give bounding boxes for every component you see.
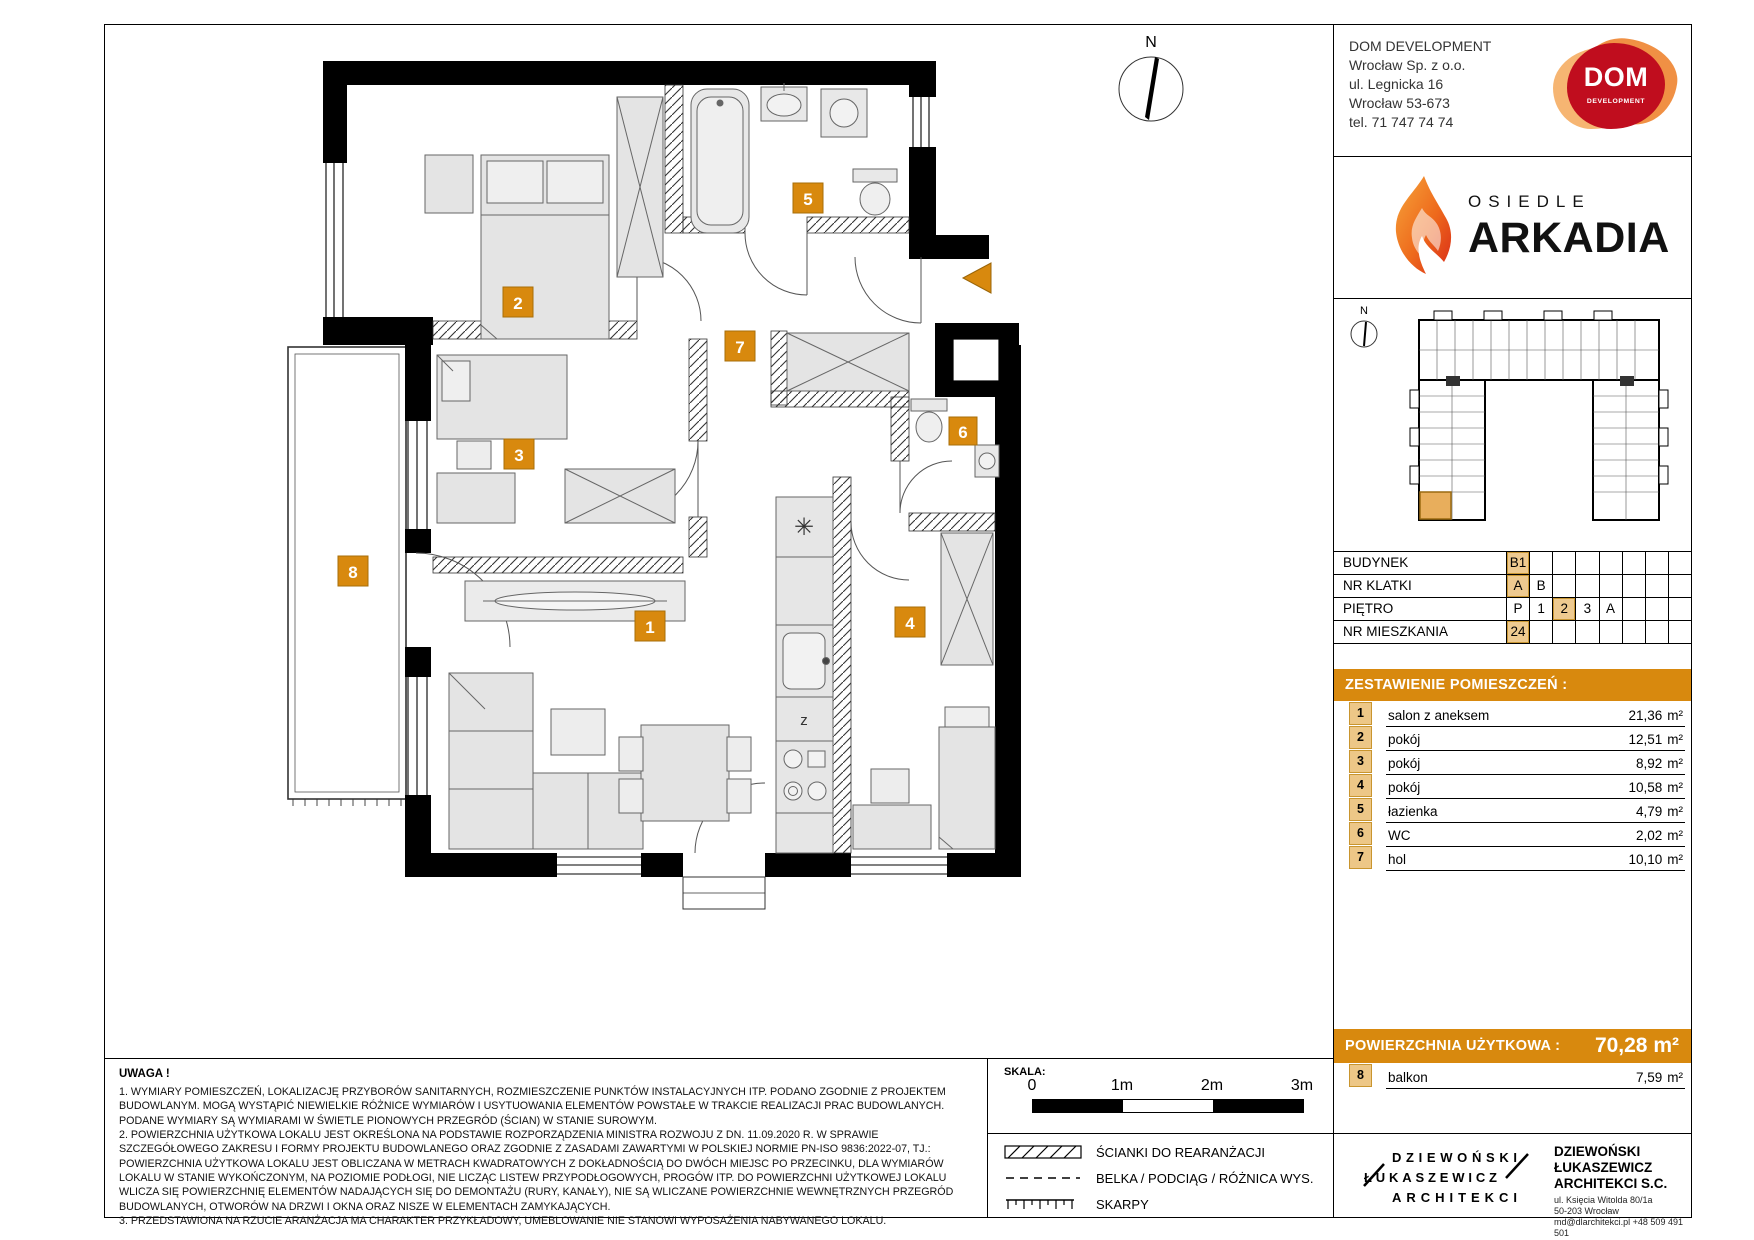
entrance-arrow [963, 263, 991, 293]
svg-text:ARCHITEKCI: ARCHITEKCI [1392, 1190, 1520, 1205]
rooms-list [1334, 701, 1691, 869]
project-logo-section [1334, 156, 1691, 299]
room-row: 2 pokój 12,51 m² [1334, 725, 1691, 749]
scale-label: SKALA: [1004, 1066, 1046, 1078]
svg-text:DZIEWOŃSKI: DZIEWOŃSKI [1392, 1150, 1520, 1165]
svg-text:2: 2 [513, 294, 523, 313]
room-badge-4 [895, 607, 925, 637]
room-row: 7 hol 10,10 m² [1334, 845, 1691, 869]
svg-text:7: 7 [735, 338, 745, 357]
notes-section [105, 1058, 987, 1227]
svg-text:ŁUKASZEWICZ: ŁUKASZEWICZ [1364, 1170, 1500, 1185]
room-row: 5 łazienka 4,79 m² [1334, 797, 1691, 821]
info-panel [1333, 25, 1691, 1238]
project-prefix: OSIEDLE [1468, 192, 1591, 211]
room-badge-1 [635, 611, 665, 641]
pietro-current: 2 [1552, 598, 1575, 620]
unit-info-table [1334, 551, 1691, 644]
svg-text:3: 3 [514, 446, 524, 465]
total-area-bar: POWIERZCHNIA UŻYTKOWA : 70,28 m² [1334, 1029, 1691, 1063]
balcony-door-sill [683, 877, 765, 909]
notes-title: UWAGA ! [119, 1068, 170, 1080]
svg-text:8: 8 [348, 563, 358, 582]
shaft [953, 339, 999, 381]
dashed-line-symbol [1004, 1170, 1082, 1186]
table-row-budynek: BUDYNEK B1 [1334, 551, 1691, 575]
note-2: 2. POWIERZCHNIA UŻYTKOWA LOKALU JEST OKREŚLONA NA PODSTAWIE ROZPORZĄDZENIA MINISTRA ROZWOJU Z DN. 11.09.2020 R. W SPRAWIE SZCZEGÓŁOWEGO ZAKRESU I FORMY PROJEKTU BUDOWLANEGO ORAZ ZGODNIE Z ZASADAMI ZAWARTYMI W POLSKIEJ NORMIE PN-ISO 9836:2022-07, TJ.: POWIERZCHNIA UŻYTKOWA LOKALU JEST OBLICZANA W METRACH KWADRATOWYCH Z DOKŁADNOŚCIĄ DO DWÓCH MIEJSC PO PRZECINKU, DLA WYMIARÓW LOKALU W STANIE WYKOŃCZONYM, NA POZIOMIE PODŁOGI, NIE LICZĄC LISTEW PRZYPODŁOGOWYCH, PROGÓW ITP. DO POWIERZCHNI UŻYTKOWEJ LOKALU WLICZA SIĘ POWIERZCHNIĘ ELEMENTÓW NADAJĄCYCH SIĘ DO DEMONTAŻU (RURY, KANAŁY), NIE SĄ WLICZANE POWIERZCHNIE WEWNĘTRZNYCH PRZEGRÓD BUDOWLANYCH, OTWORÓW NA DRZWI I OKNA ORAZ NISZE W ELEMENTACH ZAMYKAJĄCYCH. [119, 1128, 954, 1213]
site-plan-section [1334, 298, 1691, 551]
mieszkanie-value: 24 [1506, 621, 1529, 643]
furniture-room-3 [437, 355, 675, 523]
slope-ticks-symbol [1004, 1196, 1082, 1212]
page-frame [104, 24, 1692, 1238]
architect-contact: md@dlarchitekci.pl +48 509 491 501 [1554, 1217, 1683, 1238]
developer-section [1334, 25, 1691, 157]
table-row-mieszkanie: NR MIESZKANIA 24 [1334, 621, 1691, 644]
note-1: 1. WYMIARY POMIESZCZEŃ, LOKALIZACJĘ PRZYBORÓW SANITARNYCH, ROZMIESZCZENIE PUNKTÓW INSTALACYJNYCH ITP. PODANO ZGODNIE Z PROJEKTEM BUDOWLANYM. MOGĄ WYSTĄPIĆ NIEWIELKIE RÓŻNICE WYMIARÓW I USYTUOWANIA ELEMENTÓW POWSTAŁE W TRAKCIE REALIZACJI PRAC BUDOWLANYCH. PODANE WYMIARY SĄ WYMIARAMI W ŚWIETLE PIONOWYCH PRZEGRÓD (ŚCIAN) W STANIE SUROWYM. [119, 1086, 946, 1127]
svg-text:N: N [1145, 34, 1157, 51]
note-3: 3. PRZEDSTAWIONA NA RZUCIE ARANŻACJA MA CHARAKTER PRZYKŁADOWY, UMEBLOWANIE NIE STANOWI WYPOSAŻENIA NABYWANEGO LOKALU. [119, 1214, 887, 1227]
stair-core-a [1446, 376, 1460, 386]
total-area-value: 70,28 m² [1594, 1034, 1679, 1057]
compass [1119, 34, 1183, 121]
table-row-pietro: PIĘTRO P 1 2 3 A [1334, 598, 1691, 621]
balcony-row: 8 balkon 7,59 m² [1334, 1063, 1691, 1087]
project-name: ARKADIA [1468, 214, 1670, 262]
room-row: 6 WC 2,02 m² [1334, 821, 1691, 845]
site-compass [1351, 305, 1377, 347]
kitchen-fixtures [776, 497, 833, 853]
legend-item-walls: ŚCIANKI DO REARANŻACJI [1004, 1144, 1265, 1160]
svg-text:6: 6 [958, 423, 968, 442]
budynek-value: B1 [1506, 552, 1529, 574]
svg-text:1: 1 [645, 618, 655, 637]
logo-subtext: DEVELOPMENT [1586, 98, 1646, 105]
room-badge-7 [725, 331, 755, 361]
room-badge-3 [504, 439, 534, 469]
salon-furniture [449, 581, 751, 849]
building-key-plan [1334, 298, 1691, 551]
room-row: 4 pokój 10,58 m² [1334, 773, 1691, 797]
room-badge-8 [338, 556, 368, 586]
room-badge-5 [793, 183, 823, 213]
hol-wardrobe [787, 333, 909, 391]
legend-section [987, 1133, 1333, 1217]
dom-development-logo [1551, 33, 1679, 145]
svg-text:N: N [1360, 305, 1368, 317]
scale-bar [1032, 1099, 1304, 1113]
svg-text:5: 5 [803, 190, 813, 209]
rooms-header: ZESTAWIENIE POMIESZCZEŃ : [1334, 669, 1691, 701]
logo-text: DOM [1583, 62, 1649, 92]
highlighted-unit [1420, 492, 1451, 519]
arkadia-flame-icon [1386, 174, 1458, 278]
room-badge-6 [949, 417, 977, 445]
architect-section [1334, 1133, 1691, 1238]
balcony-row-wrap [1334, 1063, 1691, 1087]
legend-item-beam: BELKA / PODCIĄG / RÓŻNICA WYS. [1004, 1170, 1313, 1186]
room-row: 1 salon z aneksem 21,36 m² [1334, 701, 1691, 725]
svg-text:z: z [800, 712, 808, 729]
svg-text:✳: ✳ [793, 514, 815, 541]
svg-text:4: 4 [905, 614, 915, 633]
scale-section: SKALA: 0 1m 2m 3m [987, 1058, 1333, 1133]
architect-logo [1358, 1146, 1540, 1206]
table-row-klatka: NR KLATKI A B [1334, 575, 1691, 598]
furniture-room-2 [425, 97, 663, 339]
hatch-symbol [1004, 1144, 1082, 1160]
klatka-value-b: B [1529, 575, 1552, 597]
legend-item-slopes: SKARPY [1004, 1196, 1149, 1212]
developer-address: DOM DEVELOPMENT Wrocław Sp. z o.o. ul. Legnicka 16 Wrocław 53-673 tel. 71 747 74 74 [1349, 38, 1492, 130]
room-row: 3 pokój 8,92 m² [1334, 749, 1691, 773]
room-badge-2 [503, 287, 533, 317]
apartment-floor-plan [105, 25, 1333, 1058]
klatka-value-a: A [1506, 575, 1529, 597]
developer-name: DOM DEVELOPMENT [1349, 38, 1492, 54]
stair-core-b [1620, 376, 1634, 386]
furniture-room-4 [853, 533, 995, 849]
architect-info: DZIEWOŃSKI ŁUKASZEWICZ ARCHITEKCI S.C. ul. Księcia Witolda 80/1a 50-203 Wrocław md@dlarchitekci.pl +48 509 491 501 [1554, 1144, 1691, 1239]
